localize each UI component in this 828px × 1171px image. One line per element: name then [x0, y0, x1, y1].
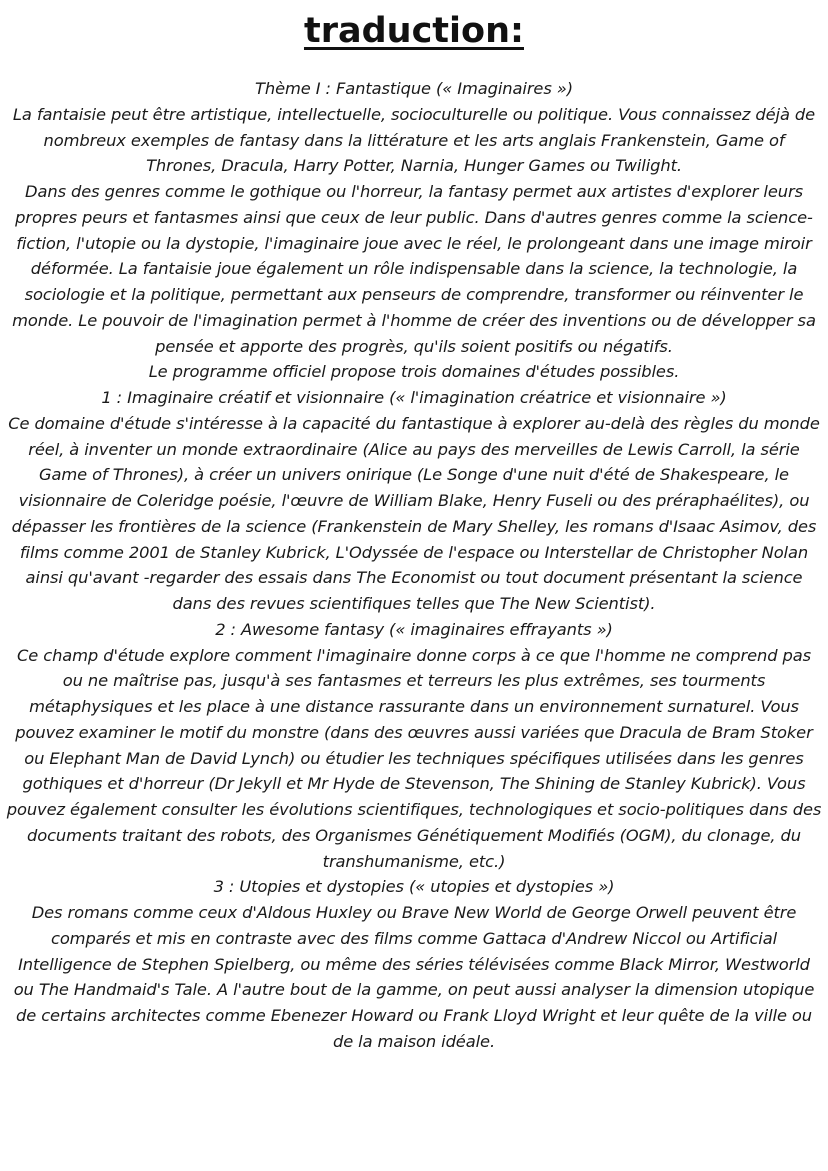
section-heading-1: 1 : Imaginaire créatif et visionnaire (« l'imagination créatrice et visionnaire ») — [101, 388, 727, 407]
document-body — [6, 76, 822, 1055]
intro-paragraph: La fantaisie peut être artistique, intellectuelle, socioculturelle ou politique. Vous connaissez déjà de nombreux exemples de fantasy dans la littérature et les arts anglais Frankenstein, Game of Thrones, Dracula, Harry Potter, Narnia, Hunger Games ou Twilight. — [12, 104, 816, 176]
program-paragraph: Le programme officiel propose trois domaines d'études possibles. — [148, 362, 680, 382]
section-paragraph-2: Ce champ d'étude explore comment l'imaginaire donne corps à ce que l'homme ne comprend pas ou ne maîtrise pas, jusqu'à ses fantasmes et terreurs les plus extrêmes, ses tourments métaphysiques et les place à une distance rassurante dans un environnement surnaturel. Vous pouvez examiner le motif du monstre (dans des œuvres aussi variées que Dracula de Bram Stoker ou Elephant Man de David Lynch) ou étudier les techniques spécifiques utilisées dans les genres gothiques et d'horreur (Dr Jekyll et Mr Hyde de Stevenson, The Shining de Stanley Kubrick). Vous pouvez également consulter les évolutions scientifiques, technologiques et socio-politiques dans des documents traitant des robots, des Organismes Génétiquement Modifiés (OGM), du clonage, du transhumanisme, etc.) — [6, 645, 822, 871]
theme-heading: Thème I : Fantastique (« Imaginaires ») — [255, 79, 573, 98]
genres-paragraph: Dans des genres comme le gothique ou l'horreur, la fantasy permet aux artistes d'explorer leurs propres peurs et fantasmes ainsi que ceux de leur public. Dans d'autres genres comme la science-fiction, l'utopie ou la dystopie, l'imaginaire joue avec le réel, le prolongeant dans une image miroir déformée. La fantaisie joue également un rôle indispensable dans la science, la technologie, la sociologie et la politique, permettant aux penseurs de comprendre, transformer ou réinventer le monde. Le pouvoir de l'imagination permet à l'homme de créer des inventions ou de développer sa pensée et apporte des progrès, qu'ils soient positifs ou négatifs. — [12, 182, 816, 356]
page-title: traduction: — [303, 11, 524, 51]
section-heading-3: 3 : Utopies et dystopies (« utopies et dystopies ») — [213, 877, 615, 897]
section-paragraph-1: Ce domaine d'étude s'intéresse à la capacité du fantastique à explorer au-delà des règles du monde réel, à inventer un monde extraordinaire (Alice au pays des merveilles de Lewis Carroll, la série Game of Thrones), à créer un univers onirique (Le Songe d'une nuit d'été de Shakespeare, le visionnaire de Coleridge poésie, l'œuvre de William Blake, Henry Fuseli ou des préraphaélites), ou dépasser les frontières de la science (Frankenstein de Mary Shelley, les romans d'Isaac Asimov, des films comme 2001 de Stanley Kubrick, L'Odyssée de l'espace ou Interstellar de Christopher Nolan ainsi qu'avant -regarder des essais dans The Economist ou tout document présentant la science dans des revues scientifiques telles que The New Scientist). — [8, 413, 820, 613]
section-paragraph-3: Des romans comme ceux d'Aldous Huxley ou Brave New World de George Orwell peuvent être comparés et mis en contraste avec des films comme Gattaca d'Andrew Niccol ou Artificial Intelligence de Stephen Spielberg, ou même des séries télévisées comme Black Mirror, Westworld ou The Handmaid's Tale. A l'autre bout de la gamme, on peut aussi analyser la dimension utopique de certains architectes comme Ebenezer Howard ou Frank Lloyd Wright et leur quête de la ville ou de la maison idéale. — [13, 903, 815, 1051]
section-heading-2: 2 : Awesome fantasy (« imaginaires effrayants ») — [215, 619, 613, 639]
